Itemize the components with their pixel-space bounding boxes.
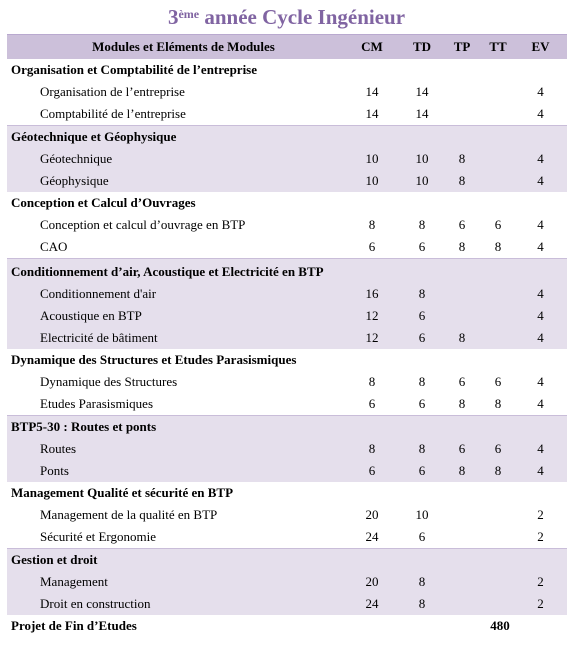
module-tp-cell xyxy=(442,126,482,149)
element-row xyxy=(7,214,567,236)
module-name: Géotechnique et Géophysique xyxy=(7,126,342,149)
module-td-cell xyxy=(402,482,442,504)
module-tt-cell xyxy=(482,192,514,214)
element-cm-cell: 8 xyxy=(342,438,402,460)
module-row xyxy=(7,416,567,439)
module-ev-cell xyxy=(514,549,567,572)
element-td-cell: 14 xyxy=(415,106,429,121)
module-name: Management Qualité et sécurité en BTP xyxy=(11,485,234,500)
header-ev: EV xyxy=(514,35,567,60)
element-tt-cell: 8 xyxy=(482,460,514,482)
element-row xyxy=(7,526,567,549)
element-ev-cell: 4 xyxy=(537,84,544,99)
element-cm-cell: 20 xyxy=(342,571,402,593)
element-ev-cell: 4 xyxy=(537,217,544,232)
title-prefix: 3 xyxy=(167,5,179,29)
page-title xyxy=(0,0,573,34)
element-td-cell: 14 xyxy=(415,84,429,99)
element-tp-cell: 6 xyxy=(458,217,466,232)
element-tp-cell xyxy=(442,81,482,103)
element-tp-cell xyxy=(442,571,482,593)
module-cm-cell xyxy=(342,192,402,214)
module-name: Conception et Calcul d’Ouvrages xyxy=(11,195,196,210)
element-tp-cell: 8 xyxy=(442,460,482,482)
element-tp-cell: 8 xyxy=(442,170,482,192)
module-row xyxy=(7,126,567,149)
final-td-cell xyxy=(402,615,442,637)
element-row xyxy=(7,460,567,482)
element-tt-cell: 8 xyxy=(494,239,502,254)
element-name: Electricité de bâtiment xyxy=(7,327,342,349)
element-ev-cell: 4 xyxy=(537,396,544,411)
curriculum-table xyxy=(7,34,567,637)
element-cm-cell: 16 xyxy=(342,283,402,305)
element-td-cell: 6 xyxy=(418,529,426,544)
element-ev-cell: 4 xyxy=(537,374,544,389)
element-cm-cell: 24 xyxy=(342,593,402,615)
element-td-cell: 6 xyxy=(418,239,426,254)
element-ev-cell: 4 xyxy=(514,305,567,327)
element-ev-cell: 4 xyxy=(514,148,567,170)
element-tt-cell: 8 xyxy=(494,396,502,411)
module-name: Conditionnement d’air, Acoustique et Electricité en BTP xyxy=(7,259,342,284)
element-row xyxy=(7,371,567,393)
element-ev-cell: 4 xyxy=(514,327,567,349)
element-cm-cell: 20 xyxy=(365,507,379,522)
element-tp-cell: 6 xyxy=(442,438,482,460)
element-td-cell: 8 xyxy=(402,438,442,460)
module-ev-cell xyxy=(514,59,567,81)
module-ev-cell xyxy=(514,482,567,504)
module-tp-cell xyxy=(442,59,482,81)
element-td-cell: 6 xyxy=(402,327,442,349)
element-name: Acoustique en BTP xyxy=(7,305,342,327)
element-tt-cell xyxy=(482,571,514,593)
module-tp-cell xyxy=(442,259,482,284)
element-cm-cell: 8 xyxy=(368,374,376,389)
module-td-cell xyxy=(402,416,442,439)
element-name: Droit en construction xyxy=(7,593,342,615)
element-name: Sécurité et Ergonomie xyxy=(40,529,157,544)
element-tt-cell xyxy=(482,148,514,170)
element-td-cell: 8 xyxy=(418,374,426,389)
element-tt-cell xyxy=(482,283,514,305)
element-tp-cell xyxy=(442,593,482,615)
module-tt-cell xyxy=(482,549,514,572)
module-ev-cell xyxy=(514,416,567,439)
header-modules: Modules et Eléments de Modules xyxy=(7,35,342,60)
module-name: BTP5-30 : Routes et ponts xyxy=(7,416,342,439)
element-name: Management xyxy=(7,571,342,593)
module-tt-cell xyxy=(482,349,514,371)
element-td-cell: 8 xyxy=(418,217,426,232)
module-cm-cell xyxy=(342,482,402,504)
element-tp-cell xyxy=(442,103,482,126)
final-tp-cell xyxy=(442,615,482,637)
element-tp-cell xyxy=(442,504,482,526)
module-row xyxy=(7,259,567,284)
element-ev-cell: 4 xyxy=(514,283,567,305)
element-ev-cell: 2 xyxy=(514,571,567,593)
element-cm-cell: 6 xyxy=(342,460,402,482)
module-cm-cell xyxy=(342,349,402,371)
element-tt-cell xyxy=(482,593,514,615)
element-tp-cell: 8 xyxy=(458,239,466,254)
element-tp-cell xyxy=(442,283,482,305)
element-tp-cell xyxy=(442,305,482,327)
element-cm-cell: 8 xyxy=(368,217,376,232)
element-name: Etudes Parasismiques xyxy=(40,396,154,411)
module-cm-cell xyxy=(342,259,402,284)
element-tt-cell xyxy=(482,81,514,103)
element-ev-cell: 2 xyxy=(537,507,544,522)
element-row xyxy=(7,571,567,593)
element-cm-cell: 14 xyxy=(365,106,379,121)
table-header-row xyxy=(7,35,567,60)
element-row xyxy=(7,103,567,126)
module-td-cell xyxy=(402,549,442,572)
element-ev-cell: 4 xyxy=(514,438,567,460)
element-row xyxy=(7,148,567,170)
element-td-cell: 10 xyxy=(402,148,442,170)
module-name: Gestion et droit xyxy=(7,549,342,572)
header-cm: CM xyxy=(342,35,402,60)
module-td-cell xyxy=(402,192,442,214)
title-superscript: ème xyxy=(178,7,200,21)
element-cm-cell: 12 xyxy=(342,327,402,349)
element-row xyxy=(7,504,567,526)
module-name: Organisation et Comptabilité de l’entreprise xyxy=(11,62,258,77)
header-tp: TP xyxy=(442,35,482,60)
element-cm-cell: 24 xyxy=(365,529,379,544)
element-row xyxy=(7,283,567,305)
final-cm-cell xyxy=(342,615,402,637)
element-ev-cell: 4 xyxy=(537,106,544,121)
element-row xyxy=(7,438,567,460)
module-tp-cell xyxy=(442,349,482,371)
module-ev-cell xyxy=(514,126,567,149)
header-tt: TT xyxy=(482,35,514,60)
element-name: Routes xyxy=(7,438,342,460)
element-td-cell: 8 xyxy=(402,593,442,615)
element-tp-cell: 8 xyxy=(458,396,466,411)
module-td-cell xyxy=(402,126,442,149)
module-cm-cell xyxy=(342,549,402,572)
element-name: Organisation de l’entreprise xyxy=(40,84,185,99)
element-tt-cell: 6 xyxy=(494,217,502,232)
element-td-cell: 8 xyxy=(402,283,442,305)
element-name: Conditionnement d'air xyxy=(7,283,342,305)
final-tt-cell: 480 xyxy=(490,618,510,633)
element-row xyxy=(7,81,567,103)
element-tt-cell xyxy=(482,170,514,192)
element-td-cell: 8 xyxy=(402,571,442,593)
element-cm-cell: 12 xyxy=(342,305,402,327)
element-name: Géotechnique xyxy=(7,148,342,170)
element-cm-cell: 6 xyxy=(368,239,376,254)
module-ev-cell xyxy=(514,349,567,371)
module-td-cell xyxy=(402,59,442,81)
element-name: Management de la qualité en BTP xyxy=(40,507,218,522)
element-name: Conception et calcul d’ouvrage en BTP xyxy=(40,217,246,232)
element-ev-cell: 2 xyxy=(514,593,567,615)
header-td: TD xyxy=(402,35,442,60)
element-ev-cell: 4 xyxy=(514,170,567,192)
element-td-cell: 6 xyxy=(418,396,426,411)
module-row xyxy=(7,59,567,81)
module-tp-cell xyxy=(442,549,482,572)
module-tt-cell xyxy=(482,416,514,439)
module-tt-cell xyxy=(482,259,514,284)
element-tt-cell xyxy=(482,305,514,327)
element-tp-cell: 8 xyxy=(442,327,482,349)
module-td-cell xyxy=(402,259,442,284)
module-tt-cell xyxy=(482,59,514,81)
element-td-cell: 6 xyxy=(402,460,442,482)
final-project-row xyxy=(7,615,567,637)
final-project-name: Projet de Fin d’Etudes xyxy=(11,618,137,633)
element-tp-cell: 8 xyxy=(442,148,482,170)
element-td-cell: 10 xyxy=(415,507,429,522)
element-name: Dynamique des Structures xyxy=(40,374,178,389)
element-tt-cell xyxy=(482,327,514,349)
element-cm-cell: 6 xyxy=(368,396,376,411)
module-ev-cell xyxy=(514,192,567,214)
element-td-cell: 6 xyxy=(402,305,442,327)
element-row xyxy=(7,593,567,615)
title-text: année Cycle Ingénieur xyxy=(199,5,406,29)
module-tp-cell xyxy=(442,192,482,214)
element-row xyxy=(7,327,567,349)
element-name: Comptabilité de l’entreprise xyxy=(40,106,186,121)
module-td-cell xyxy=(402,349,442,371)
element-tt-cell xyxy=(482,103,514,126)
module-cm-cell xyxy=(342,416,402,439)
module-row xyxy=(7,192,567,214)
module-name: Dynamique des Structures et Etudes Parasismiques xyxy=(11,352,297,367)
element-row xyxy=(7,393,567,416)
module-cm-cell xyxy=(342,126,402,149)
element-tt-cell: 6 xyxy=(494,374,502,389)
element-ev-cell: 4 xyxy=(514,460,567,482)
element-row xyxy=(7,305,567,327)
module-cm-cell xyxy=(342,59,402,81)
element-cm-cell: 14 xyxy=(365,84,379,99)
module-tt-cell xyxy=(482,126,514,149)
final-ev-cell xyxy=(514,615,567,637)
module-tp-cell xyxy=(442,416,482,439)
element-tp-cell: 6 xyxy=(458,374,466,389)
element-row xyxy=(7,170,567,192)
element-row xyxy=(7,236,567,259)
element-name: CAO xyxy=(40,239,68,254)
module-ev-cell xyxy=(514,259,567,284)
element-tp-cell xyxy=(442,526,482,549)
element-td-cell: 10 xyxy=(402,170,442,192)
element-tt-cell xyxy=(482,526,514,549)
element-cm-cell: 10 xyxy=(342,148,402,170)
element-ev-cell: 2 xyxy=(537,529,544,544)
module-row xyxy=(7,349,567,371)
element-ev-cell: 4 xyxy=(537,239,544,254)
element-cm-cell: 10 xyxy=(342,170,402,192)
module-row xyxy=(7,482,567,504)
element-name: Géophysique xyxy=(7,170,342,192)
element-name: Ponts xyxy=(7,460,342,482)
module-row xyxy=(7,549,567,572)
module-tp-cell xyxy=(442,482,482,504)
module-tt-cell xyxy=(482,482,514,504)
element-tt-cell: 6 xyxy=(482,438,514,460)
element-tt-cell xyxy=(482,504,514,526)
